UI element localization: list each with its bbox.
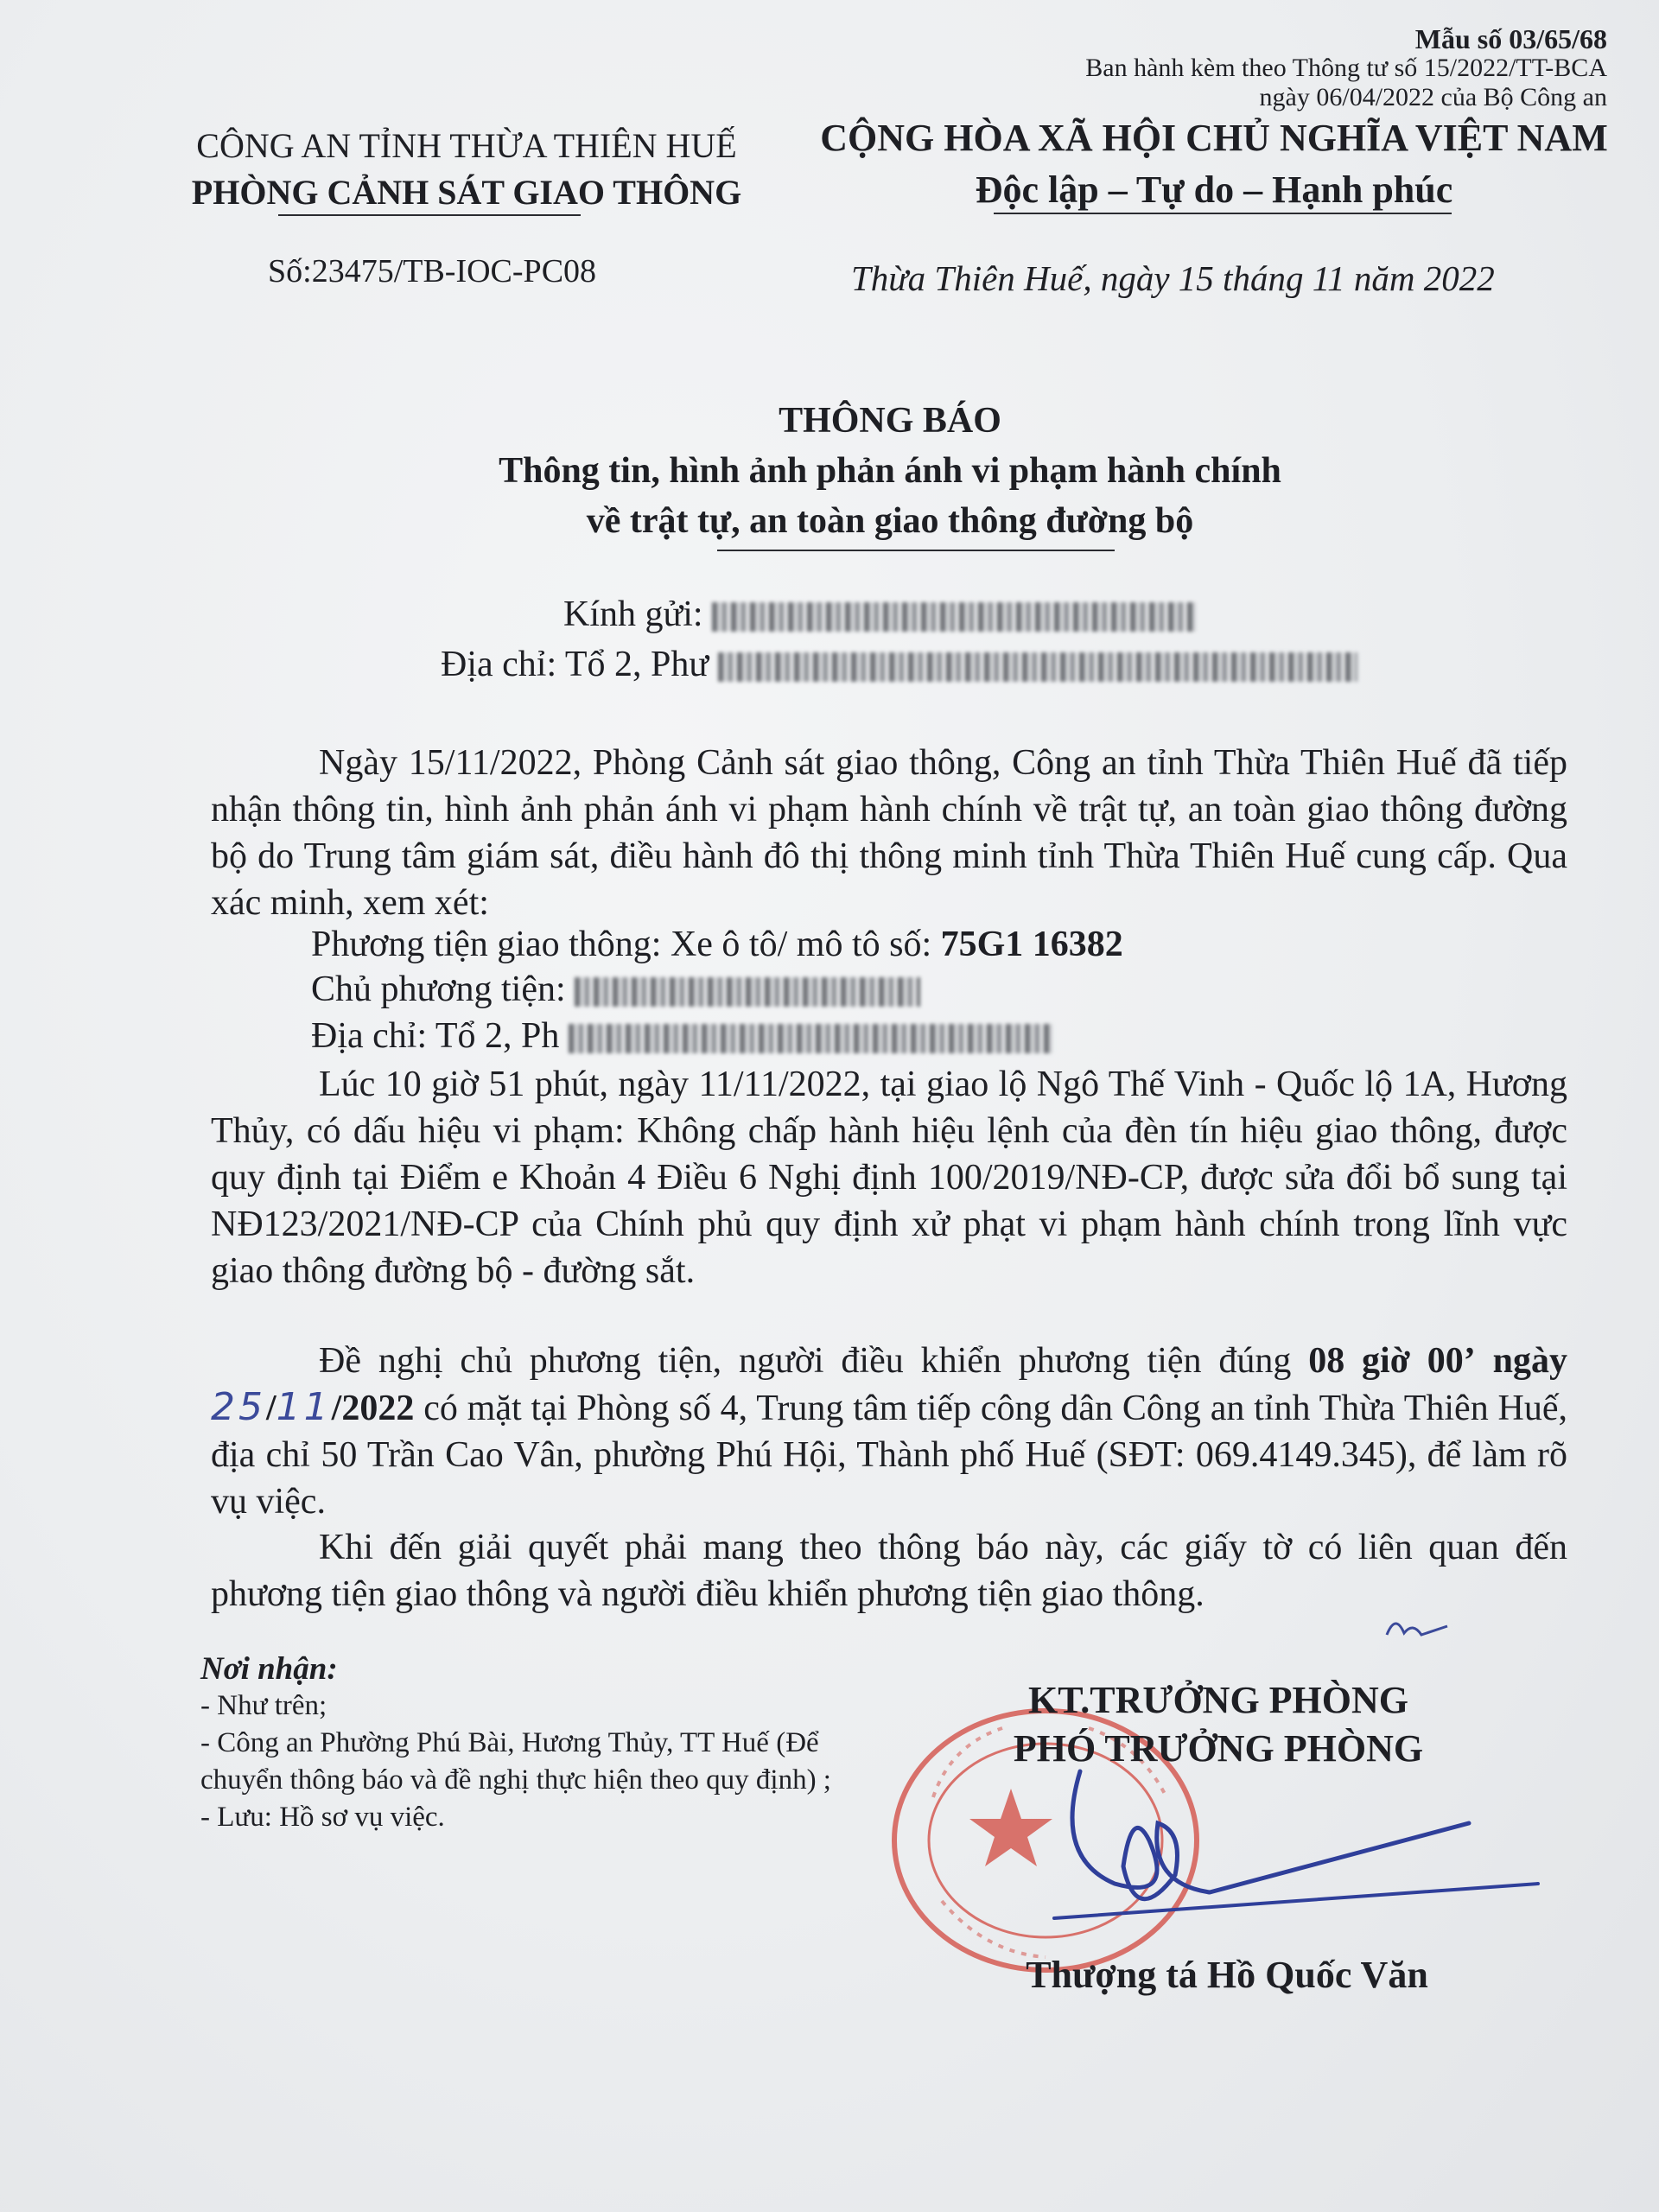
recipient-item: - Lưu: Hồ sơ vụ việc. <box>200 1802 445 1833</box>
recipients-heading: Nơi nhận: <box>200 1651 338 1687</box>
summons-ngay: ngày <box>1492 1341 1567 1381</box>
form-number: Mẫu số 03/65/68 <box>1414 23 1607 54</box>
paragraph-requirements: Khi đến giải quyết phải mang theo thông báo này, các giấy tờ có liên quan đến phương tiện giao thông và người điều khiển phương tiện giao thông. <box>211 1528 1567 1614</box>
summons-year: /2022 <box>331 1389 415 1428</box>
handwritten-month: 11 <box>276 1385 332 1429</box>
form-code-block <box>968 24 1607 112</box>
redacted-owner-address <box>569 1024 1052 1053</box>
owner-label: Chủ phương tiện: <box>311 969 566 1009</box>
agency-line1: CÔNG AN TỈNH THỪA THIÊN HUẾ <box>196 126 737 165</box>
recipient-to <box>563 591 1196 638</box>
form-issuance-line1: Ban hành kèm theo Thông tư số 15/2022/TT-BCA <box>1085 54 1607 82</box>
signature-line2: PHÓ TRƯỞNG PHÒNG <box>1013 1727 1424 1770</box>
summons-start: Đề nghị chủ phương tiện, người điều khiển phương tiện đúng <box>319 1341 1292 1381</box>
summons-slash: / <box>266 1389 276 1428</box>
summons-rest: có mặt tại Phòng số 4, Trung tâm tiếp công dân Công an tỉnh Thừa Thiên Huế, địa chỉ 50 Trần Cao Vân, phường Phú Hội, Thành phố Huế (SĐT: 069.4149.345), để làm rõ vụ việc. <box>211 1389 1567 1522</box>
agency-header <box>164 123 769 216</box>
recipients-block <box>200 1650 857 1836</box>
owner-address-line <box>211 1013 1659 1059</box>
title-sub2: về trật tự, an toàn giao thông đường bộ <box>586 501 1194 541</box>
agency-underline <box>278 214 581 216</box>
vehicle-label: Phương tiện giao thông: Xe ô tô/ mô tô số: <box>311 925 932 964</box>
redacted-recipient-name <box>712 602 1196 632</box>
document-title <box>259 396 1521 546</box>
national-line1: CỘNG HÒA XÃ HỘI CHỦ NGHĨA VIỆT NAM <box>820 117 1608 159</box>
place-date: Thừa Thiên Huế, ngày 15 tháng 11 năm 2022 <box>851 258 1495 298</box>
summons-time: 08 giờ 00’ <box>1308 1341 1476 1381</box>
vehicle-plate: 75G1 16382 <box>940 925 1123 964</box>
title-main: THÔNG BÁO <box>779 401 1001 441</box>
document-number: Số:23475/TB-IOC-PC08 <box>268 253 597 289</box>
national-motto: Độc lập – Tự do – Hạnh phúc <box>975 168 1453 211</box>
title-sub1: Thông tin, hình ảnh phản ánh vi phạm hành chính <box>499 451 1281 491</box>
recipient-item: - Công an Phường Phú Bài, Hương Thủy, TT Huế (Để chuyển thông báo và đề nghị thực hiện theo quy định) ; <box>200 1727 831 1796</box>
recipient-address-label: Địa chỉ: Tổ 2, Phư <box>441 645 709 684</box>
agency-line2: PHÒNG CẢNH SÁT GIAO THÔNG <box>191 173 742 212</box>
paragraph-violation: Lúc 10 giờ 51 phút, ngày 11/11/2022, tại giao lộ Ngô Thế Vinh - Quốc lộ 1A, Hương Thủy, có dấu hiệu vi phạm: Không chấp hành hiệu lệnh của đèn tín hiệu giao thông, được quy định tại Điểm e Khoản 4 Điều 6 Nghị định 100/2019/NĐ-CP, được sửa đổi bổ sung tại NĐ123/2021/NĐ-CP của Chính phủ quy định xử phạt vi phạm hành chính trong lĩnh vực giao thông đường bộ - đường sắt. <box>211 1065 1567 1291</box>
handwritten-mark <box>1382 1609 1452 1643</box>
signer-name: Thượng tá Hồ Quốc Văn <box>1026 1954 1428 1996</box>
motto-underline <box>994 213 1452 214</box>
title-underline <box>717 550 1115 551</box>
signature-line1: KT.TRƯỞNG PHÒNG <box>1028 1679 1408 1721</box>
recipient-item: - Như trên; <box>200 1690 327 1721</box>
redacted-owner-name <box>575 977 920 1007</box>
recipient-address <box>441 641 1357 688</box>
owner-line <box>211 966 1659 1013</box>
redacted-recipient-address <box>718 652 1357 682</box>
paragraph-intro: Ngày 15/11/2022, Phòng Cảnh sát giao thông, Công an tỉnh Thừa Thiên Huế đã tiếp nhận thông tin, hình ảnh phản ánh vi phạm hành chính về trật tự, an toàn giao thông đường bộ do Trung tâm giám sát, điều hành đô thị thông minh tỉnh Thừa Thiên Huế cung cấp. Qua xác minh, xem xét: <box>211 743 1567 923</box>
owner-address-label: Địa chỉ: Tổ 2, Ph <box>311 1016 560 1056</box>
form-issuance-line2: ngày 06/04/2022 của Bộ Công an <box>1259 83 1607 111</box>
handwritten-day: 25 <box>211 1385 266 1429</box>
paragraph-summons <box>211 1338 1567 1525</box>
recipient-to-label: Kính gửi: <box>563 594 703 634</box>
handwritten-signature <box>950 1754 1555 1953</box>
vehicle-line <box>211 921 1659 968</box>
national-header <box>786 112 1642 216</box>
